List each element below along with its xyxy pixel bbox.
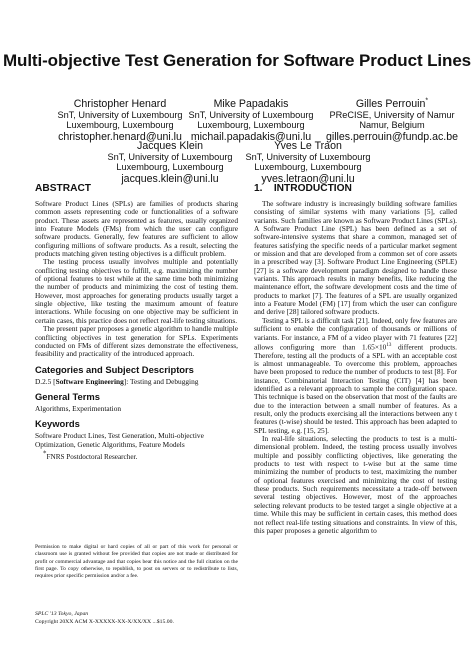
introduction-heading: 1. INTRODUCTION [254,183,352,194]
author-name: Mike Papadakis [213,98,289,110]
author-block-papadakis [180,98,322,143]
author-name: Gilles Perrouin* [355,97,429,110]
abstract-heading: ABSTRACT [35,183,92,194]
paper-title: Multi-objective Test Generation for Software Product Lines [2,51,472,70]
author-affiliation: SnT, University of Luxembourg [57,110,183,120]
abstract-paragraph: The testing process usually involves multiple and potentially conflicting testing objectives to fulfill, e.g. maximizing the number of optional features to test while at the same time both minimizing the number of products and minimizing the cost of testing them. However, most approaches for generating products usually target a single objective, like testing the maximum amount of feature interactions. While focusing on one objective may be sufficient in certain cases, this practice does not reflect real-life testing situations. [35,257,238,325]
intro-paragraph: In real-life situations, selecting the products to test is a multi-dimensional problem. Indeed, the testing process usually involves multiple and possibly conflicting objectives, like generating the products to test with respect to t-wise but at the same time minimizing the number of products to test, maximizing the number of optional features exercised and minimizing the cost of testing these products. Such requirements necessitate a trade-off between several testing objectives. However, most of the approaches selecting relevant products to be tested target a single objective at a time. While this may be sufficient in certain cases, this method does not reflect real-life testing situations and constraints. In view of this, this paper proposes a genetic algorithm to [254,434,457,535]
author-affiliation: PReCISE, University of Namur [329,110,455,120]
author-affiliation: SnT, University of Luxembourg [245,152,371,162]
keywords-text: Software Product Lines, Test Generation, Multi-objective Optimization, Genetic Algorithms, Feature Models [35,431,204,449]
author-email[interactable]: michail.papadakis@uni.lu [190,130,312,143]
author-location: Luxembourg, Luxembourg [66,120,174,131]
author-name: Christopher Henard [73,98,167,110]
author-name: Yves Le Traon [274,140,342,152]
author-email[interactable]: christopher.henard@uni.lu [58,130,182,143]
intro-paragraph: Testing a SPL is a difficult task [21]. Indeed, only few features are sufficient to enable the configuration of thousands or millions of variants. For instance, a FM of a video player with 71 features [22] allows configuring more than $1.65\times 10^{13}$ different products. Therefore, testing all the products of a SPL with an acceptable cost is almost unmanageable. To overcome this problem, approaches have been proposed to reduce the number of products to test [8]. For instance, Combinatorial Interaction Testing (CIT) [4] has been identified as a relevant approach to sample the configuration space. This technique is based on the observation that most of the faults are due to the interaction between a small number of features. As a result, only the products exercising all the interactions between any t features (t-wise) should be tested. This approach has been adapted to SPL testing, e.g. [15, 25]. [254,315,457,435]
footnote-marker: * [425,97,429,105]
keywords-heading: Keywords [35,418,80,430]
copyright-line: Copyright 20XX ACM X-XXXXX-XX-X/XX/XX ...$15.00. [35,619,174,625]
author-block-klein [100,140,240,185]
author-location: Luxembourg, Luxembourg [116,162,224,173]
author-name: Jacques Klein [137,140,203,152]
author-location: Luxembourg, Luxembourg [197,120,305,131]
abstract-paragraph: The present paper proposes a genetic algorithm to handle multiple conflicting objectives in test generation for SPLs. Experiments conducted on FMs of different sizes demonstrate the effectiveness, feasibility and practicality of the introduced approach. [35,324,238,359]
author-location: Namur, Belgium [359,120,425,131]
general-terms-heading: General Terms [35,390,100,402]
venue-line: SPLC '13 Tokyo, Japan [35,611,89,617]
author-block-henard [50,98,190,143]
author-block-letraon [238,140,378,185]
intro-paragraph: The software industry is increasingly building software families consisting of similar systems with many variations [5], called variants. Such families are known as Software Product Lines (SPLs). A Software Product Line (SPL) has been defined as a set of software-intensive systems that share a common, managed set of features satisfying the specific needs of a particular market segment or mission and that are developed from a common set of core assets in a prescribed way [3]. Software Product Line Engineering (SPLE) [27] is a software development paradigm designed to handle these variants. This approach results in many benefits, like reducing the maintenance effort, the software development costs and the time of products to market [7]. The features of a SPL are usually organized into a Feature Model (FM) [17] from which the user can configure and derive [28] tailored software products. [254,199,457,317]
author-affiliation: SnT, University of Luxembourg [188,110,314,120]
right-column [254,183,457,535]
abstract-paragraph: Software Product Lines (SPLs) are families of products sharing common assets representing code or functionalities of a software product. These assets are represented as features, usually organized into Feature Models (FMs) from which the user can configure software products. Generally, few features are sufficient to allow configuring millions of software products. As a result, selecting the products matching given testing objectives is a difficult problem. [35,199,238,259]
categories-text: D.2.5 [Software Engineering]: Testing and Debugging [35,376,199,386]
author-email[interactable]: yves.letraon@uni.lu [261,172,355,185]
author-email[interactable]: gilles.perrouin@fundp.ac.be [325,130,459,143]
left-column [35,183,238,461]
author-email[interactable]: jacques.klein@uni.lu [121,172,219,185]
general-terms-text: Algorithms, Experimentation [35,403,122,413]
permission-notice: Permission to make digital or hard copies of all or part of this work for personal or classroom use is granted without fee provided that copies are not made or distributed for profit or commercial advantage and that copies bear this notice and the full citation on the first page. To copy otherwise, to republish, to post on servers or to redistribute to lists, requires prior specific permission and/or a fee. [35,544,238,580]
author-affiliation: SnT, University of Luxembourg [107,152,233,162]
author-block-perrouin [318,98,466,143]
categories-heading: Categories and Subject Descriptors [35,363,194,375]
author-location: Luxembourg, Luxembourg [254,162,362,173]
footnote: *FNRS Postdoctoral Researcher. [43,449,138,461]
